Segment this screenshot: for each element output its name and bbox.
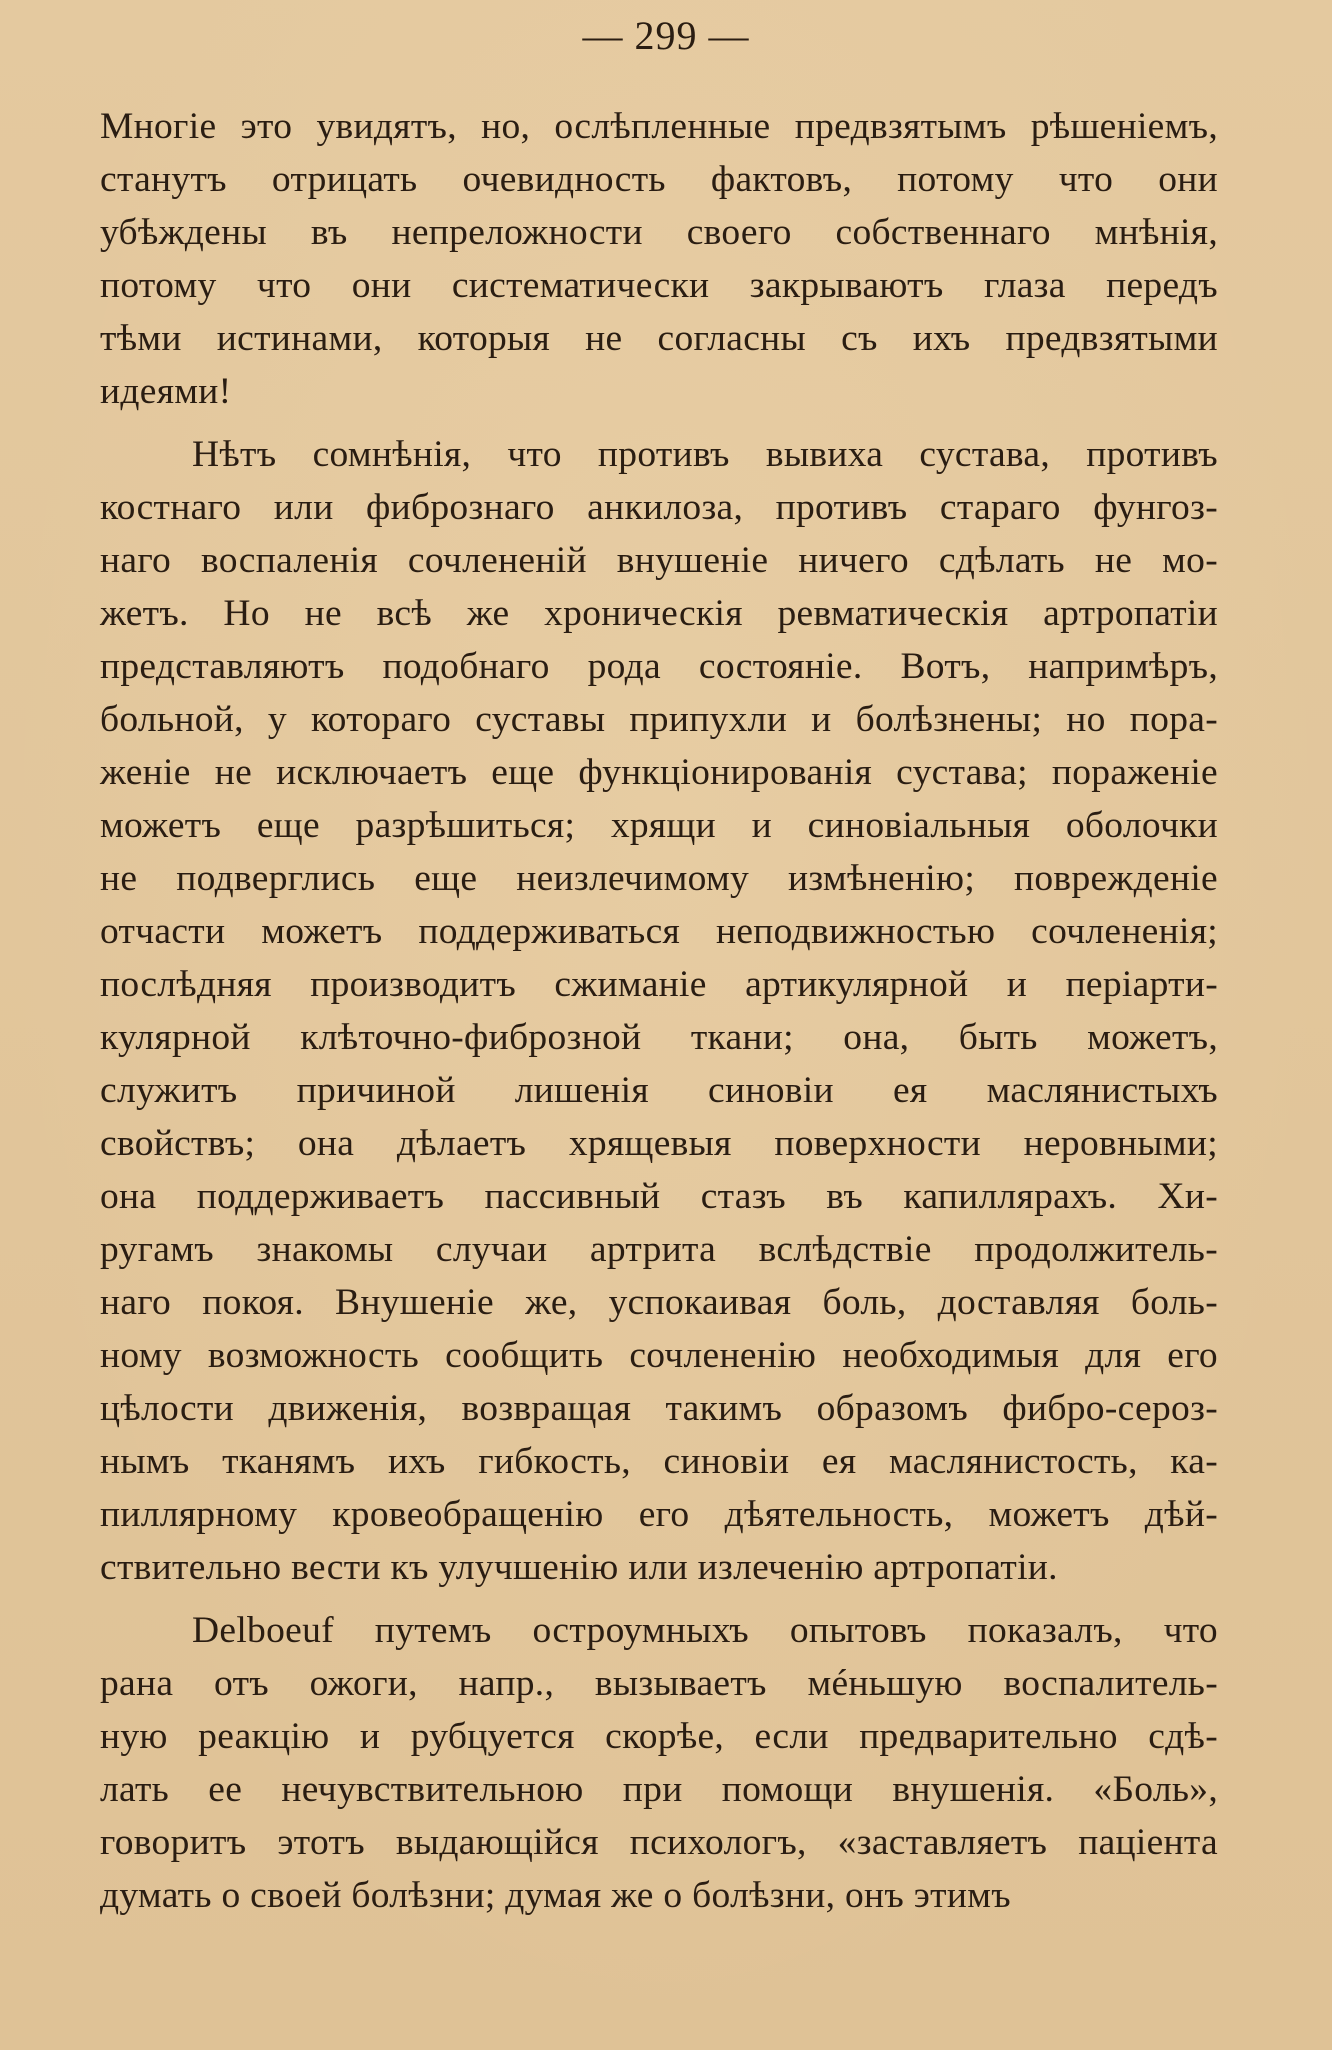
text-line: думать о своей болѣзни; думая же о болѣзни, онъ этимъ <box>100 1875 1011 1916</box>
paragraph <box>100 100 1218 418</box>
text-line: идеями! <box>100 371 232 412</box>
text-line: жетъ. Но не всѣ же хроническія ревматическія артропатіи <box>100 593 1218 634</box>
text-line: тѣми истинами, которыя не согласны съ ихъ предвзятыми <box>100 318 1218 359</box>
text-line: Delboeuf путемъ остроумныхъ опытовъ показалъ, что <box>192 1610 1218 1651</box>
text-line: свойствъ; она дѣлаетъ хрящевыя поверхности неровными; <box>100 1123 1218 1164</box>
page-number-header: — 299 — <box>582 13 750 58</box>
text-line: лать ее нечувствительною при помощи внушенія. «Боль», <box>100 1769 1218 1810</box>
text-line: ствительно вести къ улучшенію или излеченію артропатіи. <box>100 1547 1058 1588</box>
text-line: станутъ отрицать очевидность фактовъ, потому что они <box>100 159 1218 200</box>
text-line: не подверглись еще неизлечимому измѣненію; поврежденіе <box>100 858 1218 899</box>
text-line: ную реакцію и рубцуется скорѣе, если предварительно сдѣ- <box>100 1716 1218 1757</box>
paragraph <box>100 428 1218 1594</box>
text-line: убѣждены въ непреложности своего собственнаго мнѣнія, <box>100 212 1218 253</box>
text-line: женіе не исключаетъ еще функціонированія сустава; пораженіе <box>100 752 1218 793</box>
text-line: ному возможность сообщить сочлененію необходимыя для его <box>100 1335 1218 1376</box>
text-line: служитъ причиной лишенія синовіи ея маслянистыхъ <box>100 1070 1218 1111</box>
paragraph-gap <box>100 418 1218 428</box>
text-line: Нѣтъ сомнѣнія, что противъ вывиха сустава, противъ <box>192 434 1218 475</box>
text-line: послѣдняя производитъ сжиманіе артикулярной и періарти- <box>100 964 1218 1005</box>
text-line: можетъ еще разрѣшиться; хрящи и синовіальныя оболочки <box>100 805 1218 846</box>
text-line: пиллярному кровеобращенію его дѣятельность, можетъ дѣй- <box>100 1494 1218 1535</box>
text-line: она поддерживаетъ пассивный стазъ въ капиллярахъ. Хи- <box>100 1176 1218 1217</box>
text-line: костнаго или фибрознаго анкилоза, противъ стараго фунгоз- <box>100 487 1218 528</box>
text-line: Многіе это увидятъ, но, ослѣпленные предвзятымъ рѣшеніемъ, <box>100 106 1218 147</box>
text-line: ругамъ знакомы случаи артрита вслѣдствіе продолжитель- <box>100 1229 1218 1270</box>
text-line: цѣлости движенія, возвращая такимъ образомъ фибро-сероз- <box>100 1388 1218 1429</box>
text-line: наго воспаленія сочлененій внушеніе ничего сдѣлать не мо- <box>100 540 1218 581</box>
text-line: отчасти можетъ поддерживаться неподвижностью сочлененія; <box>100 911 1218 952</box>
paragraph-gap <box>100 1594 1218 1604</box>
text-line: говоритъ этотъ выдающійся психологъ, «заставляетъ паціента <box>100 1822 1218 1863</box>
paragraph <box>100 1604 1218 1922</box>
text-line: потому что они систематически закрываютъ глаза передъ <box>100 265 1218 306</box>
text-line: нымъ тканямъ ихъ гибкость, синовіи ея маслянистость, ка- <box>100 1441 1218 1482</box>
text-line: больной, у котораго суставы припухли и болѣзнены; но пора- <box>100 699 1218 740</box>
text-line: представляютъ подобнаго рода состояніе. Вотъ, напримѣръ, <box>100 646 1218 687</box>
text-line: кулярной клѣточно-фиброзной ткани; она, быть можетъ, <box>100 1017 1218 1058</box>
text-line: наго покоя. Внушеніе же, успокаивая боль, доставляя боль- <box>100 1282 1218 1323</box>
body-text <box>100 100 1218 1922</box>
text-line: рана отъ ожоги, напр., вызываетъ мéньшую воспалитель- <box>100 1663 1218 1704</box>
